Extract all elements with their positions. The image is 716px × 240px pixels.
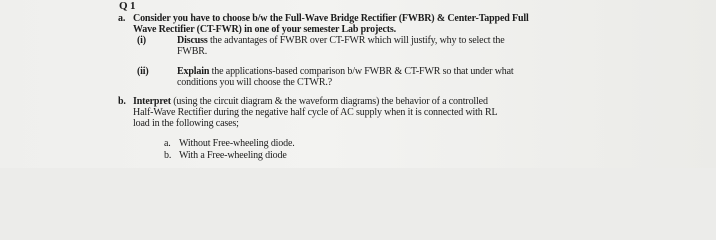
part-a-marker: a. bbox=[118, 13, 126, 24]
part-b-line-1 bbox=[118, 97, 488, 107]
case-b-marker: b. bbox=[164, 150, 172, 161]
case-a-item bbox=[164, 139, 295, 149]
sub-ii-text-1: the applications-based comparison b/w FWBR & CT-FWR so that under what bbox=[209, 66, 514, 77]
case-a-marker: a. bbox=[164, 138, 171, 149]
sub-i-line-1 bbox=[137, 36, 505, 46]
part-b-text-1: (using the circuit diagram & the waveform diagrams) the behavior of a controlled bbox=[170, 96, 488, 107]
sub-i-line-2: FWBR. bbox=[177, 46, 208, 57]
case-a-text: Without Free-wheeling diode. bbox=[179, 138, 295, 149]
case-b-item bbox=[164, 151, 287, 161]
sub-i-text-1: the advantages of FWBR over CT-FWR which will justify, why to select the bbox=[207, 35, 505, 46]
part-a-line-1 bbox=[118, 14, 529, 24]
part-b-verb: Interpret bbox=[133, 96, 171, 107]
sub-ii-verb: Explain bbox=[177, 66, 210, 77]
part-b-line-3: load in the following cases; bbox=[133, 118, 239, 129]
sub-ii-line-2: conditions you will choose the CTWR.? bbox=[177, 77, 332, 88]
sub-i-verb: Discuss bbox=[177, 35, 208, 46]
part-b-marker: b. bbox=[118, 96, 126, 107]
sub-i-marker: (i) bbox=[137, 35, 146, 46]
part-a-text-1: Consider you have to choose b/w the Full-Wave Bridge Rectifier (FWBR) & Center-Tapped Full bbox=[133, 13, 529, 24]
sub-ii-line-1 bbox=[137, 67, 514, 77]
question-number: Q 1 bbox=[119, 0, 136, 12]
part-a-line-2: Wave Rectifier (CT-FWR) in one of your semester Lab projects. bbox=[133, 24, 397, 35]
case-b-text: With a Free-wheeling diode bbox=[179, 150, 287, 161]
part-b-line-2: Half-Wave Rectifier during the negative half cycle of AC supply when it is connected with RL bbox=[133, 107, 498, 118]
sub-ii-marker: (ii) bbox=[137, 66, 149, 77]
